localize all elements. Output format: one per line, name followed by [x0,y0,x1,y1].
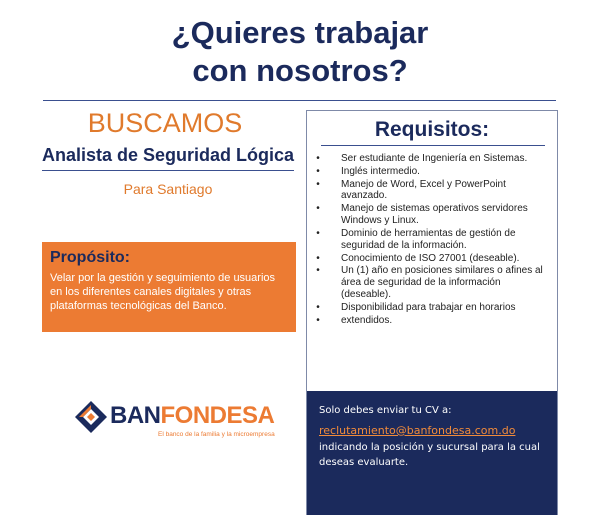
logo-tagline: El banco de la familia y la microempresa [158,431,275,438]
requirement-item [313,228,553,251]
headline-divider [43,100,556,101]
bullet-icon: • [316,301,320,313]
logo-wordmark [110,403,274,429]
purpose-box [42,242,296,332]
headline [0,14,600,90]
requirement-text: extendidos. [341,314,393,326]
headline-line-2: con nosotros? [192,53,408,88]
logo-wordmark-ban: BAN [110,402,161,429]
requirements-title: Requisitos: [374,118,490,141]
job-location: Para Santiago [123,181,213,197]
requirement-item [313,203,553,226]
job-title-divider [42,170,294,171]
requirement-item [313,315,553,327]
application-cta-box [307,391,557,515]
requirements-list [313,153,553,328]
bullet-icon: • [316,227,320,239]
requirement-text: Manejo de sistemas operativos servidores Windows y Linux. [341,203,528,227]
purpose-title: Propósito: [50,249,130,266]
requirement-item [313,166,553,178]
diamond-logo-icon [74,400,108,434]
headline-line-1: ¿Quieres trabajar [171,15,429,50]
bullet-icon: • [316,165,320,177]
cta-intro: Solo debes enviar tu CV a: [319,405,452,416]
recruitment-email-link[interactable]: reclutamiento@banfondesa.com.do [319,424,516,437]
purpose-text: Velar por la gestión y seguimiento de usuarios en los diferentes canales digitales y otras plataformas tecnológicas del Banco. [50,272,276,312]
logo-wordmark-fondesa: FONDESA [160,402,275,429]
banfondesa-logo [74,400,284,442]
bullet-icon: • [316,314,320,326]
requirement-text: Conocimiento de ISO 27001 (deseable). [341,252,520,264]
requirements-panel [306,110,558,515]
requirement-text: Disponibilidad para trabajar en horarios [341,301,516,313]
bullet-icon: • [316,203,320,215]
requirement-text: Un (1) año en posiciones similares o afines al área de seguridad de la información (deseable). [341,265,543,300]
bullet-icon: • [316,153,320,164]
cta-instruction: indicando la posición y sucursal para la cual deseas evaluarte. [319,442,540,468]
requirements-divider [321,145,545,146]
requirement-text: Manejo de Word, Excel y PowerPoint avanzado. [341,178,506,202]
requirement-item [313,253,553,265]
requirement-item [313,302,553,314]
requirement-item [313,153,553,165]
requirement-item [313,179,553,202]
offer-label: BUSCAMOS [87,108,243,138]
bullet-icon: • [316,252,320,264]
requirement-text: Dominio de herramientas de gestión de seguridad de la información. [341,227,516,251]
requirement-item [313,265,553,300]
requirement-text: Inglés intermedio. [341,165,420,177]
bullet-icon: • [316,265,320,277]
job-position-title: Analista de Seguridad Lógica [41,145,295,165]
bullet-icon: • [316,178,320,190]
requirement-text: Ser estudiante de Ingeniería en Sistemas. [341,153,528,164]
